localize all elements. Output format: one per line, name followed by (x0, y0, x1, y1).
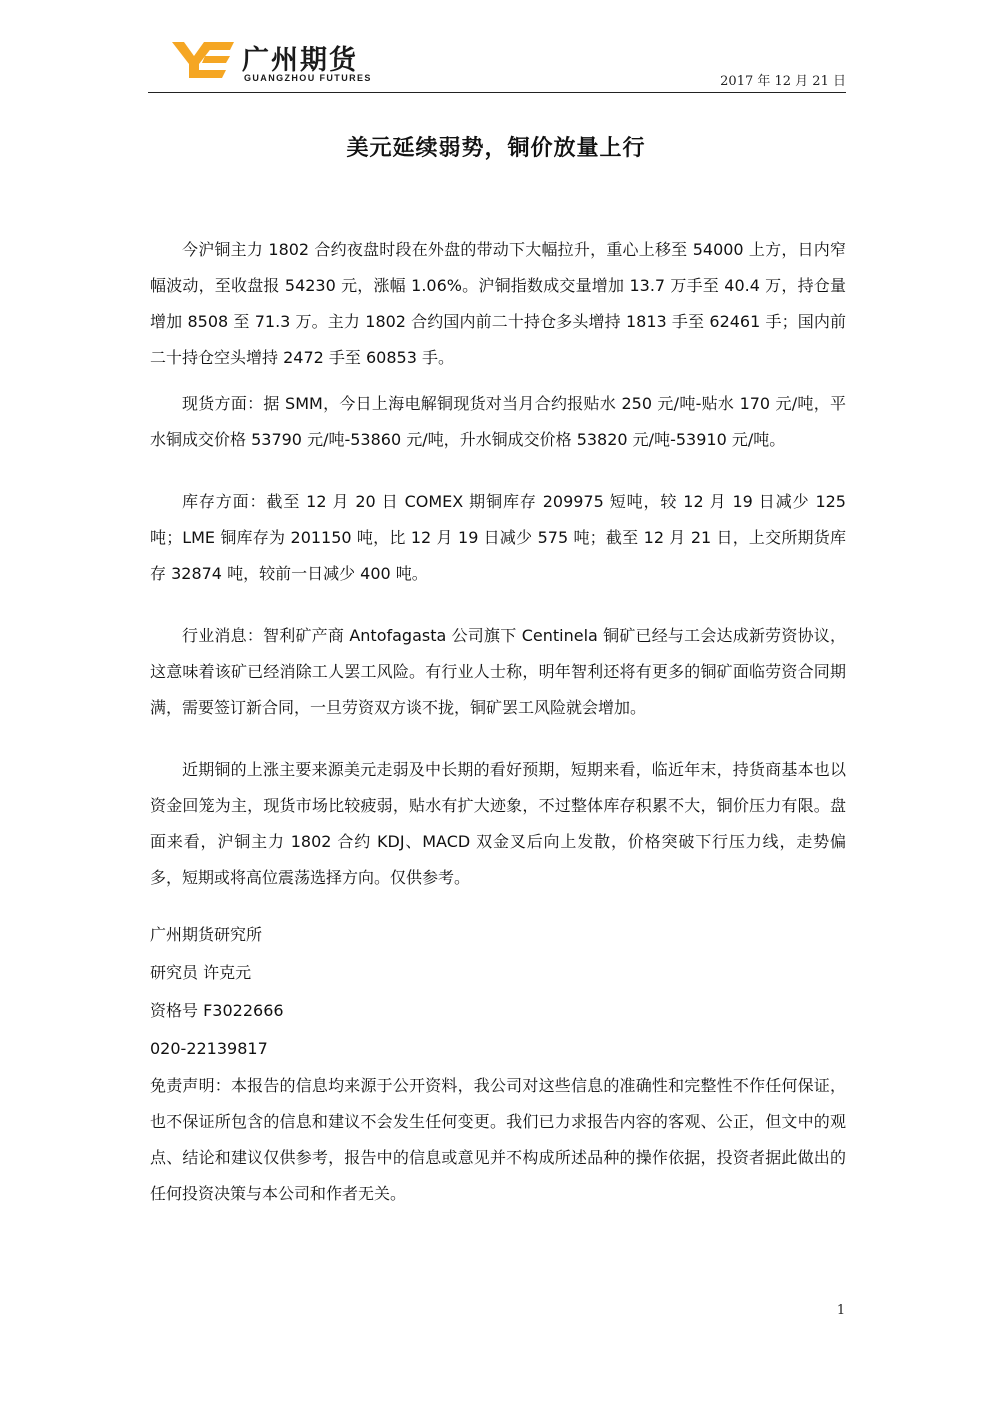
signature-researcher: 研究员 许克元 (150, 963, 252, 982)
paragraph-spot: 现货方面：据 SMM，今日上海电解铜现货对当月合约报贴水 250 元/吨-贴水 170 元/吨，平水铜成交价格 53790 元/吨-53860 元/吨，升水铜成交价格 53820 元/吨-53910 元/吨。 (150, 394, 846, 449)
paragraph-market-summary: 今沪铜主力 1802 合约夜盘时段在外盘的带动下大幅拉升，重心上移至 54000 上方，日内窄幅波动，至收盘报 54230 元，涨幅 1.06%。沪铜指数成交量增加 13.7 万手至 40.4 万，持仓量增加 8508 至 71.3 万。主力 1802 合约国内前二十持仓多头增持 1813 手至 62461 手；国内前二十持仓空头增持 2472 手至 60853 手。 (150, 240, 846, 367)
signature-phone: 020-22139817 (150, 1039, 268, 1058)
paragraph-inventory: 库存方面：截至 12 月 20 日 COMEX 期铜库存 209975 短吨，较 12 月 19 日减少 125 吨；LME 铜库存为 201150 吨，比 12 月 19 日减少 575 吨；截至 12 月 21 日，上交所期货库存 32874 吨，较前一日减少 400 吨。 (150, 492, 846, 583)
disclaimer: 免责声明：本报告的信息均来源于公开资料，我公司对这些信息的准确性和完整性不作任何保证，也不保证所包含的信息和建议不会发生任何变更。我们已力求报告内容的客观、公正，但文中的观点、结论和建议仅供参考，报告中的信息或意见并不构成所述品种的操作依据，投资者据此做出的任何投资决策与本公司和作者无关。 (150, 1076, 846, 1203)
report-body (150, 232, 846, 1212)
paragraph-industry-news: 行业消息：智利矿产商 Antofagasta 公司旗下 Centinela 铜矿已经与工会达成新劳资协议，这意味着该矿已经消除工人罢工风险。有行业人士称，明年智利还将有更多的铜矿面临劳资合同期满，需要签订新合同，一旦劳资双方谈不拢，铜矿罢工风险就会增加。 (150, 626, 846, 717)
logo-mark-icon (172, 40, 234, 80)
page-number: 1 (836, 1303, 846, 1318)
report-title: 美元延续弱势，铜价放量上行 (346, 136, 646, 161)
report-date: 2017 年 12 月 21 日 (720, 74, 846, 89)
logo-english-name: GUANGZHOU FUTURES (244, 73, 372, 83)
signature-license: 资格号 F3022666 (150, 1001, 284, 1020)
company-logo (172, 36, 372, 84)
header-divider (148, 92, 846, 93)
logo-chinese-name: 广州期货 (242, 45, 358, 76)
signature-institute: 广州期货研究所 (150, 925, 263, 944)
paragraph-outlook: 近期铜的上涨主要来源美元走弱及中长期的看好预期，短期来看，临近年末，持货商基本也以资金回笼为主，现货市场比较疲弱，贴水有扩大迹象，不过整体库存积累不大，铜价压力有限。盘面来看，沪铜主力 1802 合约 KDJ、MACD 双金叉后向上发散，价格突破下行压力线，走势偏多，短期或将高位震荡选择方向。仅供参考。 (150, 760, 846, 887)
page-header (148, 30, 846, 94)
